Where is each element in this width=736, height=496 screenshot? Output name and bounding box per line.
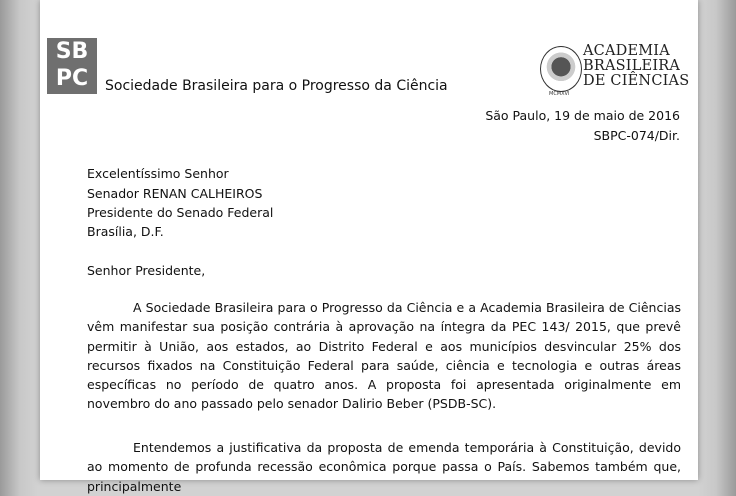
body-paragraph-1-text: A Sociedade Brasileira para o Progresso da Ciência e a Academia Brasileira de Ciências vêm manifestar sua posição contrária à aprovação na íntegra da PEC 143/ 2015, que prevê permitir à União, aos estados, ao Distrito Federal e aos municípios desvincular 25% dos recursos fixados na Constituição Federal para saúde, ciência e tecnologia e outras áreas específicas no período de quatro anos. A proposta foi apresentada originalmente em novembro do ano passado pelo senador Dalirio Beber (PSDB-SC). xyxy=(87,300,681,412)
academy-seal-icon xyxy=(540,46,582,92)
abc-logo-line-1: ACADEMIA xyxy=(583,43,670,59)
sbpc-logo-line-2: PC xyxy=(55,66,89,91)
body-paragraph-2-text: Entendemos a justificativa da proposta de emenda temporária à Constituição, devido ao momento de profunda recessão econômica porque passa o País. Sabemos também que, principalmente xyxy=(87,440,681,494)
recipient-line-4: Brasília, D.F. xyxy=(87,224,164,239)
body-paragraph-1 xyxy=(87,298,681,414)
abc-logo-line-2: BRASILEIRA xyxy=(583,58,681,74)
abc-logo xyxy=(540,44,690,100)
letter-reference: SBPC-074/Dir. xyxy=(593,128,680,143)
letter-page xyxy=(40,0,698,494)
body-paragraph-2 xyxy=(87,438,681,496)
sbpc-logo-line-1: SB xyxy=(55,39,89,64)
recipient-line-3: Presidente do Senado Federal xyxy=(87,205,274,220)
organization-name: Sociedade Brasileira para o Progresso da Ciência xyxy=(105,78,448,94)
salutation: Senhor Presidente, xyxy=(87,263,206,278)
academy-seal-text: MCMXVI xyxy=(549,91,570,97)
recipient-line-2: Senador RENAN CALHEIROS xyxy=(87,186,263,201)
sbpc-logo xyxy=(47,38,97,94)
recipient-line-1: Excelentíssimo Senhor xyxy=(87,166,229,181)
letter-date: São Paulo, 19 de maio de 2016 xyxy=(485,108,680,123)
abc-logo-line-3: DE CIÊNCIAS xyxy=(583,73,690,89)
abc-logo-text xyxy=(583,44,689,89)
